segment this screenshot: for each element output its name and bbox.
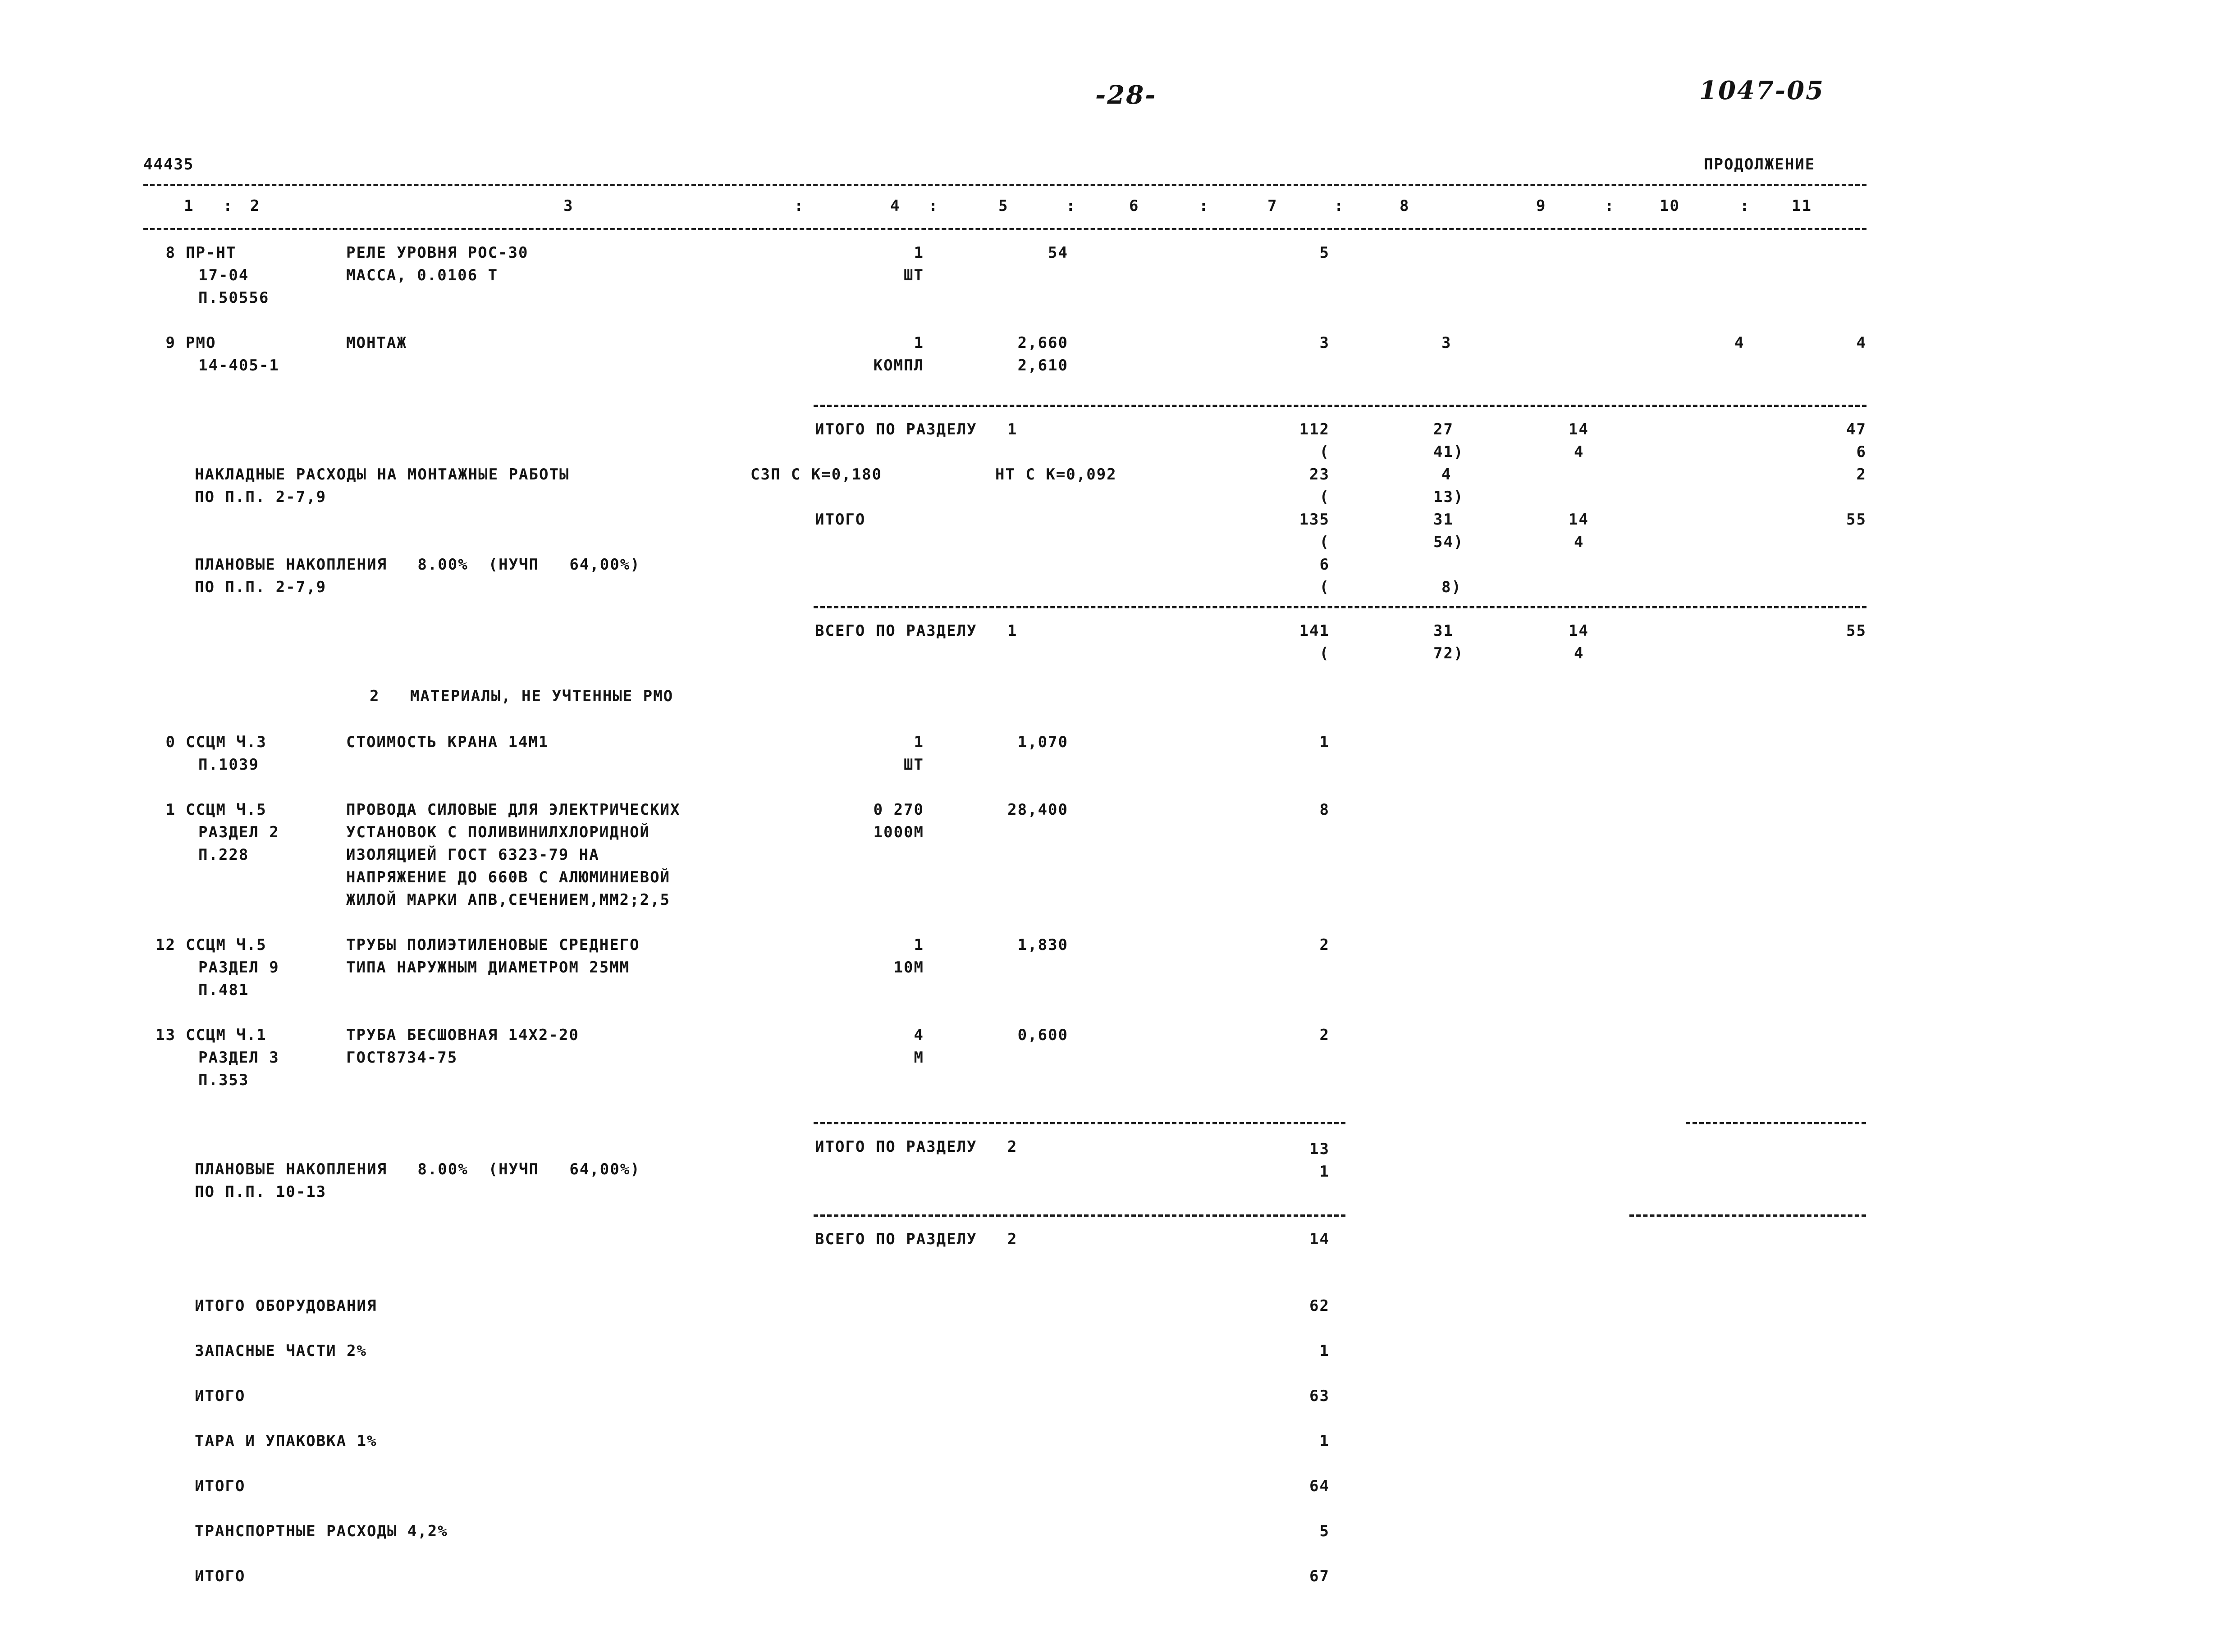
row-quantity: 1 [914, 733, 924, 751]
row-number: 13 [156, 1026, 176, 1044]
row-code: РАЗДЕЛ 3 [198, 1049, 279, 1067]
section1-grand-c7: 141 [1299, 622, 1330, 640]
continuation-label: ПРОДОЛЖЕНИЕ [1704, 155, 1816, 173]
row-number: 1 [165, 801, 176, 819]
row-col8: 3 [1441, 334, 1452, 352]
row-name: ТИПА НАРУЖНЫМ ДИАМЕТРОМ 25ММ [346, 958, 630, 977]
overhead-c11: 2 [1856, 465, 1866, 484]
plan-savings-c7: 6 [1319, 556, 1330, 574]
section2-grand-label: ВСЕГО ПО РАЗДЕЛУ 2 [815, 1230, 1018, 1248]
overhead-szp: СЗП С К=0,180 [750, 465, 883, 484]
col-header-8: 8 [1400, 197, 1410, 215]
section2-grand-rule [814, 1214, 1345, 1217]
row-unit: ШТ [904, 266, 924, 284]
row-price: 28,400 [1007, 801, 1068, 819]
section1-itogo-c8b: 54) [1433, 533, 1464, 551]
section2-grand-rule-right [1629, 1214, 1866, 1217]
section1-total-rule [814, 405, 1866, 407]
col-header-7: 7 [1267, 197, 1278, 215]
row-price-2: 2,610 [1017, 356, 1068, 374]
header-top-rule [143, 184, 1866, 186]
row-quantity: 1 [914, 334, 924, 352]
summary-itogo-1-value: 63 [1309, 1387, 1330, 1405]
col-header-6: 6 [1129, 197, 1139, 215]
row-code: 17-04 [198, 266, 249, 284]
row-price: 0,600 [1017, 1026, 1068, 1044]
row-name: УСТАНОВОК С ПОЛИВИНИЛХЛОРИДНОЙ [346, 823, 650, 841]
section1-total-c7b: ( [1319, 443, 1330, 461]
row-price: 54 [1048, 244, 1068, 262]
row-col7: 3 [1319, 334, 1330, 352]
row-quantity: 1 [914, 244, 924, 262]
row-code: РМО [186, 334, 216, 352]
row-unit: М [914, 1049, 924, 1067]
overhead-c8: 4 [1441, 465, 1452, 484]
section1-total-c8: 27 [1433, 420, 1454, 438]
section1-itogo-c9b: 4 [1574, 533, 1584, 551]
section2-title: 2 МАТЕРИАЛЫ, НЕ УЧТЕННЫЕ РМО [370, 687, 674, 705]
plan-savings-c7b: ( [1319, 578, 1330, 596]
row-name: ПРОВОДА СИЛОВЫЕ ДЛЯ ЭЛЕКТРИЧЕСКИХ [346, 801, 681, 819]
row-code: П.1039 [198, 756, 259, 774]
col-header-1: 1 [184, 197, 194, 215]
section1-grand-c8b: 72) [1433, 644, 1464, 662]
section1-itogo-label: ИТОГО [815, 511, 866, 529]
section1-grand-c8: 31 [1433, 622, 1454, 640]
section1-itogo-c7b: ( [1319, 533, 1330, 551]
header-bottom-rule [143, 228, 1866, 230]
row-code: П.353 [198, 1071, 249, 1089]
col-header-4: 4 [890, 197, 901, 215]
section1-itogo-c11: 55 [1846, 511, 1866, 529]
row-number: 12 [156, 936, 176, 954]
row-code: ССЦМ Ч.1 [186, 1026, 267, 1044]
col-header-11: 11 [1792, 197, 1812, 215]
row-name: ИЗОЛЯЦИЕЙ ГОСТ 6323-79 НА [346, 846, 599, 864]
section1-grand-rule [814, 606, 1866, 608]
row-code: П.228 [198, 846, 249, 864]
row-code: П.50556 [198, 289, 270, 307]
section1-grand-c7b: ( [1319, 644, 1330, 662]
row-code: П.481 [198, 981, 249, 999]
document-number: 1047-05 [1699, 76, 1825, 105]
row-col7: 2 [1319, 936, 1330, 954]
section2-grand-c7: 14 [1309, 1230, 1330, 1248]
row-quantity: 0 270 [873, 801, 924, 819]
section2-total-rule [814, 1122, 1345, 1124]
row-name: РЕЛЕ УРОВНЯ РОС-30 [346, 244, 529, 262]
row-name: МАССА, 0.0106 Т [346, 266, 499, 284]
plan-savings-c8: 8) [1441, 578, 1462, 596]
plan-savings-label: ПЛАНОВЫЕ НАКОПЛЕНИЯ 8.00% (НУЧП 64,00%) [195, 556, 640, 574]
plan-savings-label-2: ПО П.П. 2-7,9 [195, 578, 327, 596]
section1-grand-c11: 55 [1846, 622, 1866, 640]
row-code: ССЦМ Ч.3 [186, 733, 267, 751]
col-header-2: 2 [250, 197, 261, 215]
section2-plan-label: ПЛАНОВЫЕ НАКОПЛЕНИЯ 8.00% (НУЧП 64,00%) [195, 1160, 640, 1178]
col-header-5: 5 [998, 197, 1009, 215]
summary-transport-label: ТРАНСПОРТНЫЕ РАСХОДЫ 4,2% [195, 1522, 448, 1540]
row-price: 2,660 [1017, 334, 1068, 352]
overhead-label-2: ПО П.П. 2-7,9 [195, 488, 327, 506]
row-name: МОНТАЖ [346, 334, 407, 352]
overhead-c7b: ( [1319, 488, 1330, 506]
row-number: 9 [165, 334, 176, 352]
section1-itogo-c8: 31 [1433, 511, 1454, 529]
row-unit: КОМПЛ [873, 356, 924, 374]
row-quantity: 4 [914, 1026, 924, 1044]
row-code: 14-405-1 [198, 356, 279, 374]
row-code: ССЦМ Ч.5 [186, 801, 267, 819]
row-unit: 1000М [873, 823, 924, 841]
overhead-c8b: 13) [1433, 488, 1464, 506]
page-number: -28- [1095, 80, 1157, 110]
row-col7: 2 [1319, 1026, 1330, 1044]
section1-itogo-c7: 135 [1299, 511, 1330, 529]
row-col10: 4 [1734, 334, 1745, 352]
section1-total-c11: 47 [1846, 420, 1866, 438]
section1-total-c9: 14 [1569, 420, 1589, 438]
row-price: 1,830 [1017, 936, 1068, 954]
row-code: РАЗДЕЛ 2 [198, 823, 279, 841]
row-col7: 8 [1319, 801, 1330, 819]
row-col11: 4 [1856, 334, 1866, 352]
estimate-code: 44435 [143, 155, 194, 173]
section1-total-c11b: 6 [1856, 443, 1866, 461]
row-name: НАПРЯЖЕНИЕ ДО 660В С АЛЮМИНИЕВОЙ [346, 868, 671, 886]
summary-packaging-value: 1 [1319, 1432, 1330, 1450]
summary-spares-value: 1 [1319, 1342, 1330, 1360]
section2-plan-label-2: ПО П.П. 10-13 [195, 1183, 327, 1201]
row-col7: 1 [1319, 733, 1330, 751]
section1-itogo-c9: 14 [1569, 511, 1589, 529]
section1-grand-label: ВСЕГО ПО РАЗДЕЛУ 1 [815, 622, 1018, 640]
row-number: 8 [165, 244, 176, 262]
row-unit: ШТ [904, 756, 924, 774]
col-header-3: 3 [563, 197, 574, 215]
row-col7: 5 [1319, 244, 1330, 262]
row-code: ПР-НТ [186, 244, 237, 262]
row-number: 0 [165, 733, 176, 751]
summary-itogo-3-value: 67 [1309, 1567, 1330, 1585]
row-name: СТОИМОСТЬ КРАНА 14М1 [346, 733, 549, 751]
section2-plan-c7: 1 [1319, 1163, 1330, 1181]
section2-total-rule-right [1686, 1122, 1866, 1124]
section2-total-label: ИТОГО ПО РАЗДЕЛУ 2 [815, 1138, 1018, 1156]
row-name: ЖИЛОЙ МАРКИ АПВ,СЕЧЕНИЕМ,ММ2;2,5 [346, 891, 671, 909]
section1-total-c7: 112 [1299, 420, 1330, 438]
row-name: ТРУБА БЕСШОВНАЯ 14Х2-20 [346, 1026, 579, 1044]
section1-total-c9b: 4 [1574, 443, 1584, 461]
summary-itogo-1-label: ИТОГО [195, 1387, 246, 1405]
summary-itogo-2-label: ИТОГО [195, 1477, 246, 1495]
summary-equipment-label: ИТОГО ОБОРУДОВАНИЯ [195, 1297, 377, 1315]
overhead-label: НАКЛАДНЫЕ РАСХОДЫ НА МОНТАЖНЫЕ РАБОТЫ [195, 465, 570, 484]
summary-transport-value: 5 [1319, 1522, 1330, 1540]
summary-equipment-value: 62 [1309, 1297, 1330, 1315]
section1-total-label: ИТОГО ПО РАЗДЕЛУ 1 [815, 420, 1018, 438]
section1-total-c8b: 41) [1433, 443, 1464, 461]
section2-total-c7: 13 [1309, 1140, 1330, 1158]
summary-itogo-2-value: 64 [1309, 1477, 1330, 1495]
summary-spares-label: ЗАПАСНЫЕ ЧАСТИ 2% [195, 1342, 367, 1360]
section1-grand-c9b: 4 [1574, 644, 1584, 662]
overhead-c7: 23 [1309, 465, 1330, 484]
col-header-10: 10 [1660, 197, 1680, 215]
overhead-nt: НТ С К=0,092 [995, 465, 1117, 484]
row-name: ГОСТ8734-75 [346, 1049, 458, 1067]
row-code: РАЗДЕЛ 9 [198, 958, 279, 977]
row-unit: 10М [893, 958, 924, 977]
row-quantity: 1 [914, 936, 924, 954]
row-price: 1,070 [1017, 733, 1068, 751]
summary-packaging-label: ТАРА И УПАКОВКА 1% [195, 1432, 377, 1450]
col-header-9: 9 [1536, 197, 1546, 215]
row-code: ССЦМ Ч.5 [186, 936, 267, 954]
section1-grand-c9: 14 [1569, 622, 1589, 640]
summary-itogo-3-label: ИТОГО [195, 1567, 246, 1585]
row-name: ТРУБЫ ПОЛИЭТИЛЕНОВЫЕ СРЕДНЕГО [346, 936, 640, 954]
